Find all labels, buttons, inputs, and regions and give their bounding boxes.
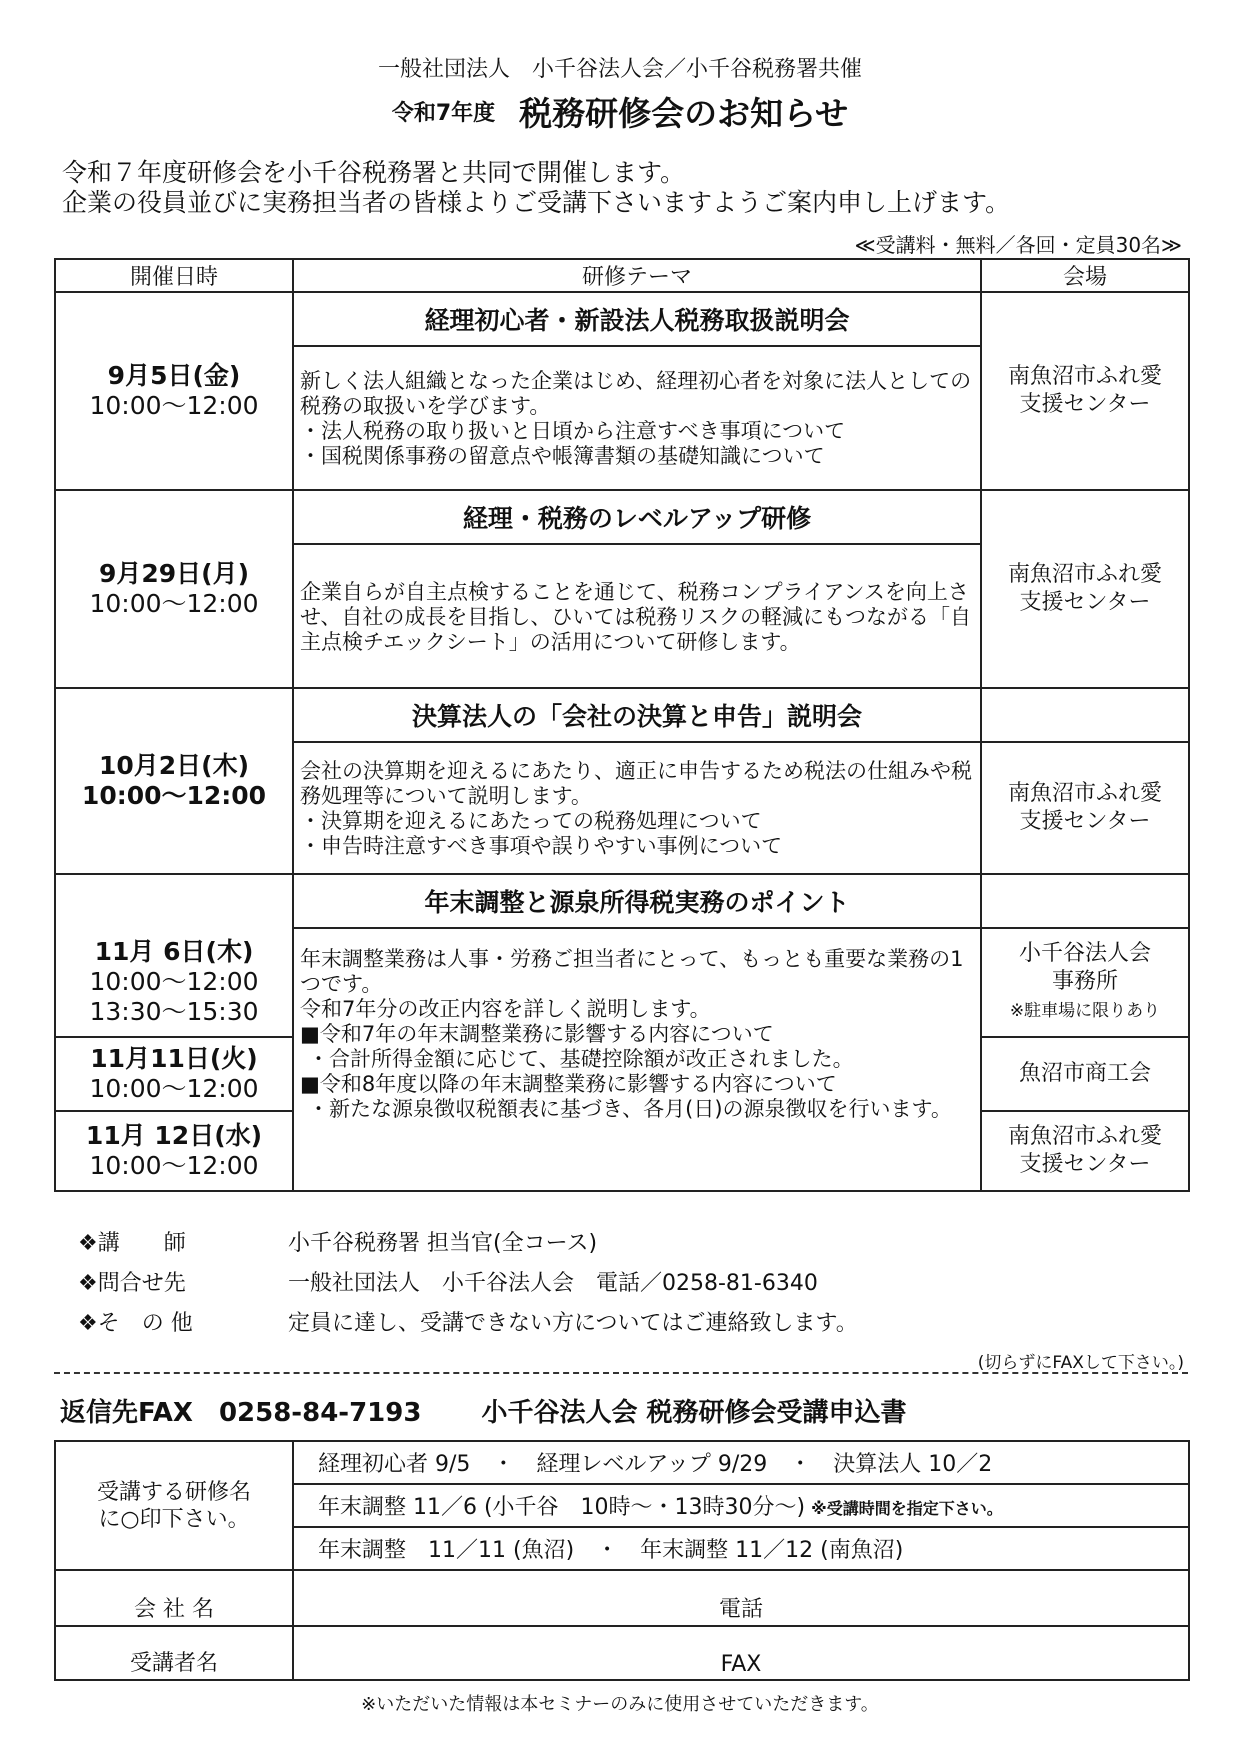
option-1[interactable]: 経理初心者 9/5 ・ 経理レベルアップ 9/29 ・ 決算法人 10／2 — [293, 1441, 1189, 1484]
session-date: 11月 6日(木) 10:00～12:00 13:30～15:30 — [55, 928, 293, 1037]
session-title: 経理初心者・新設法人税務取扱説明会 — [293, 292, 981, 346]
table-row — [55, 874, 1189, 928]
session-date: 9月5日(金) 10:00～12:00 — [55, 292, 293, 490]
info-other: ❖そ の 他 定員に達し、受講できない方についてはご連絡致します。 — [78, 1311, 858, 1336]
date-blank — [55, 874, 293, 928]
application-form — [54, 1440, 1190, 1681]
option-2[interactable]: 年末調整 11／6 (小千谷 10時～・13時30分～) ※受講時間を指定下さい。 — [293, 1484, 1189, 1527]
header-date: 開催日時 — [55, 259, 293, 292]
session-date: 9月29日(月) 10:00～12:00 — [55, 490, 293, 688]
session-date: 10月2日(木) 10:00～12:00 — [55, 688, 293, 874]
organizer: 一般社団法人 小千谷法人会／小千谷税務署共催 — [377, 57, 862, 82]
session-title: 経理・税務のレベルアップ研修 — [293, 490, 981, 544]
company-label: 会 社 名 — [55, 1570, 293, 1626]
session-desc: 企業自らが自主点検することを通じて、税務コンプライアンスを向上させ、自社の成長を目指し、ひいては税務リスクの軽減にもつながる「自主点検チエックシート」の活用について研修します。 — [293, 544, 981, 688]
session-desc: 年末調整業務は人事・労務ご担当者にとって、もっとも重要な業務の1つです。 令和7年分の改正内容を詳しく説明します。 ■令和7年の年末調整業務に影響する内容について ・合計所得金額に応じて、基礎控除額が改正されました。 ■令和8年度以降の年末調整業務に影響する内容について ・新たな源泉徴収税額表に基づき、各月(日)の源泉徴収を行います。 — [293, 928, 981, 1191]
form-title: 小千谷法人会 税務研修会受講申込書 — [481, 1398, 907, 1428]
session-venue: 南魚沼市ふれ愛 支援センター — [981, 742, 1189, 874]
info-contact: ❖問合せ先 一般社団法人 小千谷法人会 電話／0258-81-6340 — [78, 1271, 818, 1296]
table-row — [55, 292, 1189, 346]
fee-note: ≪受講料・無料／各回・定員30名≫ — [854, 233, 1182, 257]
table-row — [55, 490, 1189, 544]
select-label: 受講する研修名 に○印下さい。 — [55, 1441, 293, 1570]
cut-note: (切らずにFAXして下さい。) — [977, 1353, 1184, 1373]
intro — [62, 158, 1010, 218]
title-text: 税務研修会のお知らせ — [519, 94, 849, 133]
session-desc: 会社の決算期を迎えるにあたり、適正に申告するため税法の仕組みや税務処理等について説明します。 ・決算期を迎えるにあたっての税務処理について ・申告時注意すべき事項や誤りやすい事例について — [293, 742, 981, 874]
venue-blank — [981, 688, 1189, 742]
time-note: ※受講時間を指定下さい。 — [811, 1499, 1003, 1518]
year-label: 令和7年度 — [391, 101, 496, 126]
table-header — [55, 259, 1189, 292]
intro-line: 令和７年度研修会を小千谷税務署と共同で開催します。 — [62, 158, 686, 187]
session-date: 11月 12日(水) 10:00～12:00 — [55, 1111, 293, 1191]
table-row — [55, 688, 1189, 742]
page-title — [0, 88, 1240, 135]
attendee-label: 受講者名 — [55, 1626, 293, 1680]
session-venue: 南魚沼市ふれ愛 支援センター — [981, 490, 1189, 688]
session-title: 決算法人の「会社の決算と申告」説明会 — [293, 688, 981, 742]
schedule-table — [54, 258, 1190, 1192]
footer-note: ※いただいた情報は本セミナーのみに使用させていただきます。 — [361, 1694, 879, 1715]
cut-line — [54, 1372, 1188, 1374]
option-3[interactable]: 年末調整 11／11 (魚沼) ・ 年末調整 11／12 (南魚沼) — [293, 1527, 1189, 1570]
header-venue: 会場 — [981, 259, 1189, 292]
intro-line: 企業の役員並びに実務担当者の皆様よりご受講下さいますようご案内申し上げます。 — [62, 188, 1011, 217]
session-venue: 小千谷法人会 事務所 ※駐車場に限りあり — [981, 928, 1189, 1037]
reply-fax: 返信先FAX 0258-84-7193 — [60, 1398, 422, 1428]
venue-blank — [981, 874, 1189, 928]
phone-field[interactable]: 電話 — [293, 1570, 1189, 1626]
session-title: 年末調整と源泉所得税実務のポイント — [293, 874, 981, 928]
session-venue: 南魚沼市ふれ愛 支援センター — [981, 1111, 1189, 1191]
info-lecturer: ❖講 師 小千谷税務署 担当官(全コース) — [78, 1231, 598, 1256]
header-theme: 研修テーマ — [293, 259, 981, 292]
reply-header — [60, 1392, 907, 1429]
fax-field[interactable]: FAX — [293, 1626, 1189, 1680]
session-venue: 魚沼市商工会 — [981, 1037, 1189, 1111]
session-desc: 新しく法人組織となった企業はじめ、経理初心者を対象に法人としての税務の取扱いを学びます。 ・法人税務の取り扱いと日頃から注意すべき事項について ・国税関係事務の留意点や帳簿書類の基礎知識について — [293, 346, 981, 490]
session-venue: 南魚沼市ふれ愛 支援センター — [981, 292, 1189, 490]
session-date: 11月11日(火) 10:00～12:00 — [55, 1037, 293, 1111]
